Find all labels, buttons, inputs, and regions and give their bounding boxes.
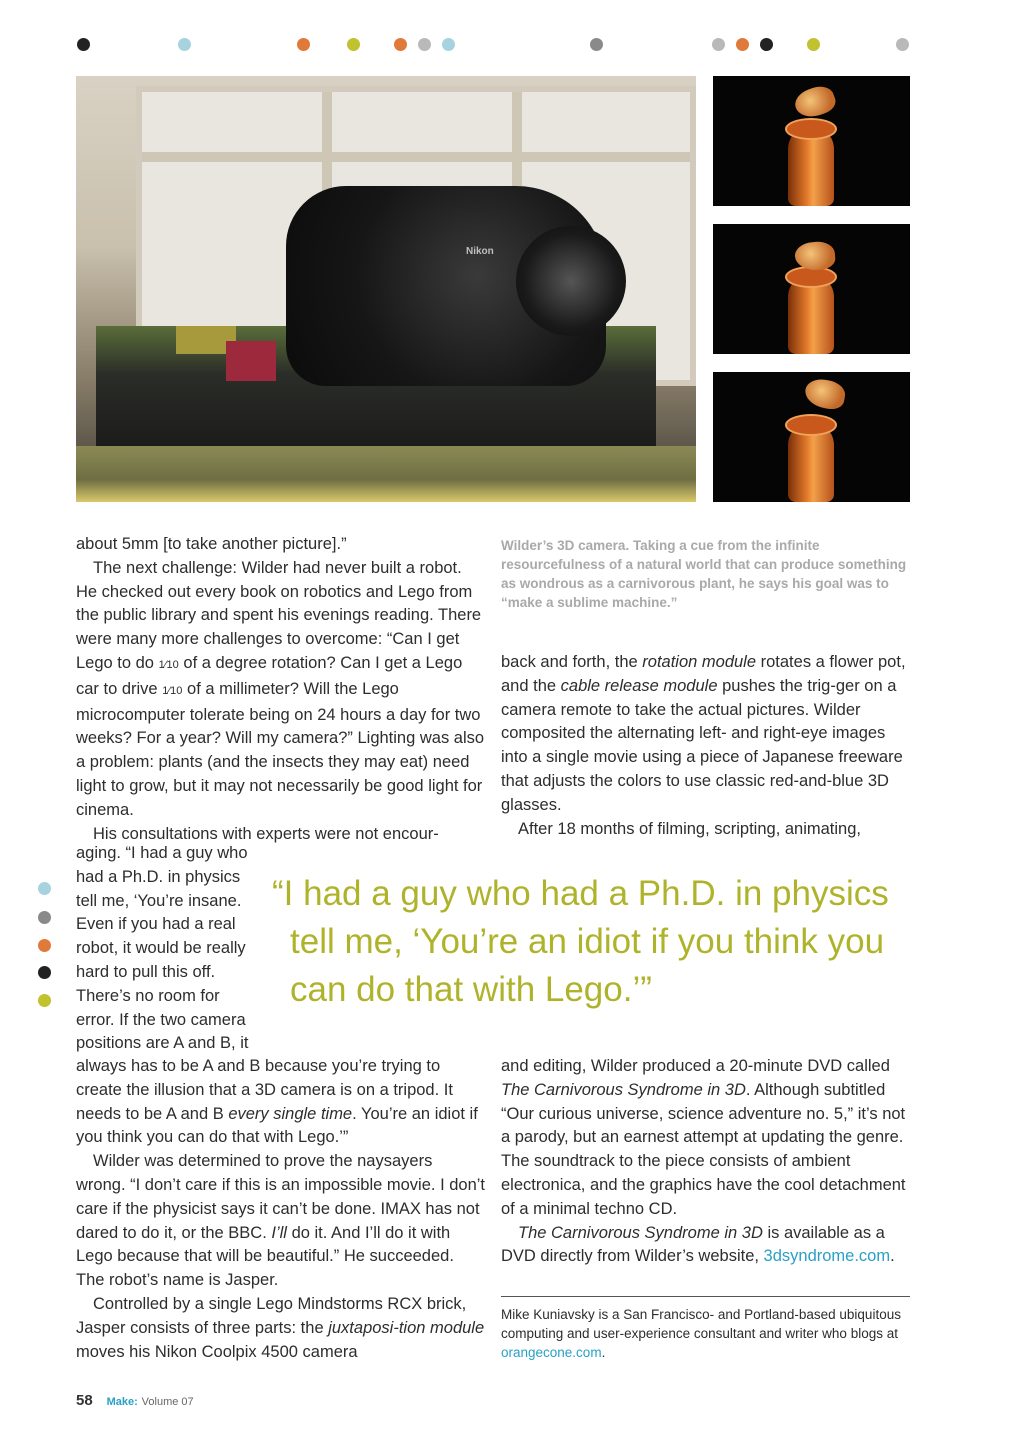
pitcher-plant-frame-3 <box>713 372 910 502</box>
magazine-name: Make: <box>106 1396 138 1408</box>
paragraph: His consultations with experts were not encour- <box>93 824 439 843</box>
pitcher-lid <box>791 82 838 122</box>
table-board <box>76 446 696 502</box>
photo-caption: Wilder’s 3D camera. Taking a cue from the infinite resourcefulness of a natural world that can produce something as wondrous as a carnivorous plant, he says his goal was to “make a sublime machine.” <box>501 538 907 610</box>
right-column-top <box>501 651 911 841</box>
paragraph: Controlled by a single Lego Mindstorms RCX brick, Jasper consists of three parts: the juxtaposi-tion module moves his Nikon Coolpix 4500 camera <box>76 1294 485 1361</box>
decor-dot <box>760 38 773 51</box>
decor-dot <box>38 911 51 924</box>
paragraph: The Carnivorous Syndrome in 3D is available as a DVD directly from Wilder’s website, 3dsyndrome.com. <box>501 1223 895 1266</box>
decor-dot <box>712 38 725 51</box>
text-line: positions are A and B, it <box>76 1034 249 1053</box>
text-line: There’s no room for <box>76 986 220 1005</box>
decor-dot <box>736 38 749 51</box>
pull-quote <box>272 870 912 1014</box>
pull-quote-line: can do that with Lego.’” <box>290 970 652 1009</box>
text-line: robot, it would be really <box>76 939 246 958</box>
left-column-top <box>76 533 486 846</box>
text-line: aging. “I had a guy who <box>76 844 248 862</box>
window-mullion <box>142 152 690 162</box>
pitcher-lid <box>803 377 847 412</box>
camera-brand-label: Nikon <box>466 246 494 257</box>
website-link[interactable]: 3dsyndrome.com <box>763 1247 891 1266</box>
pitcher-plant-frame-2 <box>713 224 910 354</box>
text-line: hard to pull this off. <box>76 962 216 981</box>
volume-label: Volume 07 <box>141 1396 194 1408</box>
decor-dot <box>297 38 310 51</box>
decor-dot <box>590 38 603 51</box>
text-line: error. If the two camera <box>76 1010 246 1029</box>
decor-dot <box>807 38 820 51</box>
paragraph: and editing, Wilder produced a 20-minute DVD called The Carnivorous Syndrome in 3D. Although subtitled “Our curious universe, science adventure no. 5,” it’s not a parody, but an earnest attempt at updating the genre. The soundtrack to the piece consists of ambient electronica, and the graphics have the cool detachment of a minimal techno CD. <box>501 1057 906 1218</box>
pitcher-plant-frame-1 <box>713 76 910 206</box>
paragraph: always has to be A and B because you’re trying to create the illusion that a 3D camera is on a tripod. It needs to be A and B every single time. You’re an idiot if you think you can do that with Lego.’” <box>76 1057 478 1147</box>
left-column-narrow <box>76 842 276 1056</box>
text-line: tell me, ‘You’re insane. <box>76 891 242 910</box>
decor-dot <box>38 882 51 895</box>
pull-quote-line: “I had a guy who had a Ph.D. in physics <box>272 874 889 913</box>
decor-dot <box>347 38 360 51</box>
decor-dot <box>77 38 90 51</box>
lego-robot-camera-photo <box>76 76 696 502</box>
pitcher-mouth <box>785 118 837 140</box>
decor-dot <box>38 966 51 979</box>
decor-dot <box>394 38 407 51</box>
right-column-bottom <box>501 1055 911 1269</box>
decor-dot <box>38 939 51 952</box>
page-number: 58 <box>76 1392 93 1409</box>
paragraph: about 5mm [to take another picture].” <box>76 535 347 553</box>
left-column-bottom <box>76 1055 486 1364</box>
author-bio: Mike Kuniavsky is a San Francisco- and Portland-based ubiquitous computing and user-experience consultant and writer who blogs at orangecone.com. <box>501 1307 901 1360</box>
text-line: had a Ph.D. in physics <box>76 867 241 886</box>
decor-dot <box>38 994 51 1007</box>
page-footer <box>76 1392 194 1409</box>
bio-divider <box>501 1296 910 1297</box>
pull-quote-line: tell me, ‘You’re an idiot if you think you <box>290 922 885 961</box>
paragraph: back and forth, the rotation module rotates a flower pot, and the cable release module pushes the trig-ger on a camera remote to take the actual pictures. Wilder composited the alternating left- and right-eye images into a single movie using a piece of Japanese freeware that adjusts the colors to use classic red-and-blue 3D glasses. <box>501 653 906 814</box>
camera-lens <box>516 226 626 336</box>
decor-dot <box>442 38 455 51</box>
paragraph: The next challenge: Wilder had never built a robot. He checked out every book on robotics and Lego from the public library and spent his evenings reading. There were many more challenges to overcome: “Can I get Lego to do 1⁄10 of a degree rotation? Can I get a Lego car to drive 1⁄10 of a millimeter? Will the Lego microcomputer tolerate being on 24 hours a day for two weeks? For a year? Will my camera?” Lighting was also a problem: plants (and the insects they may eat) need light to grow, but it may not necessarily be good light for cinema. <box>76 558 485 819</box>
decor-dot <box>896 38 909 51</box>
decor-dot <box>178 38 191 51</box>
pitcher-mouth <box>785 414 837 436</box>
paragraph: Wilder was determined to prove the naysayers wrong. “I don’t care if this is an impossible movie. I don’t care if the physicist says it can’t be done. IMAX has not dared to do it, or the BBC. I’ll do it. And I’ll do it with Lego because that will be beautiful.” He succeeded. The robot’s name is Jasper. <box>76 1152 486 1290</box>
paragraph: After 18 months of filming, scripting, animating, <box>518 819 861 838</box>
decor-dot <box>418 38 431 51</box>
text-line: Even if you had a real <box>76 915 236 934</box>
lego-brick <box>226 341 276 381</box>
blog-link[interactable]: orangecone.com <box>501 1345 602 1360</box>
